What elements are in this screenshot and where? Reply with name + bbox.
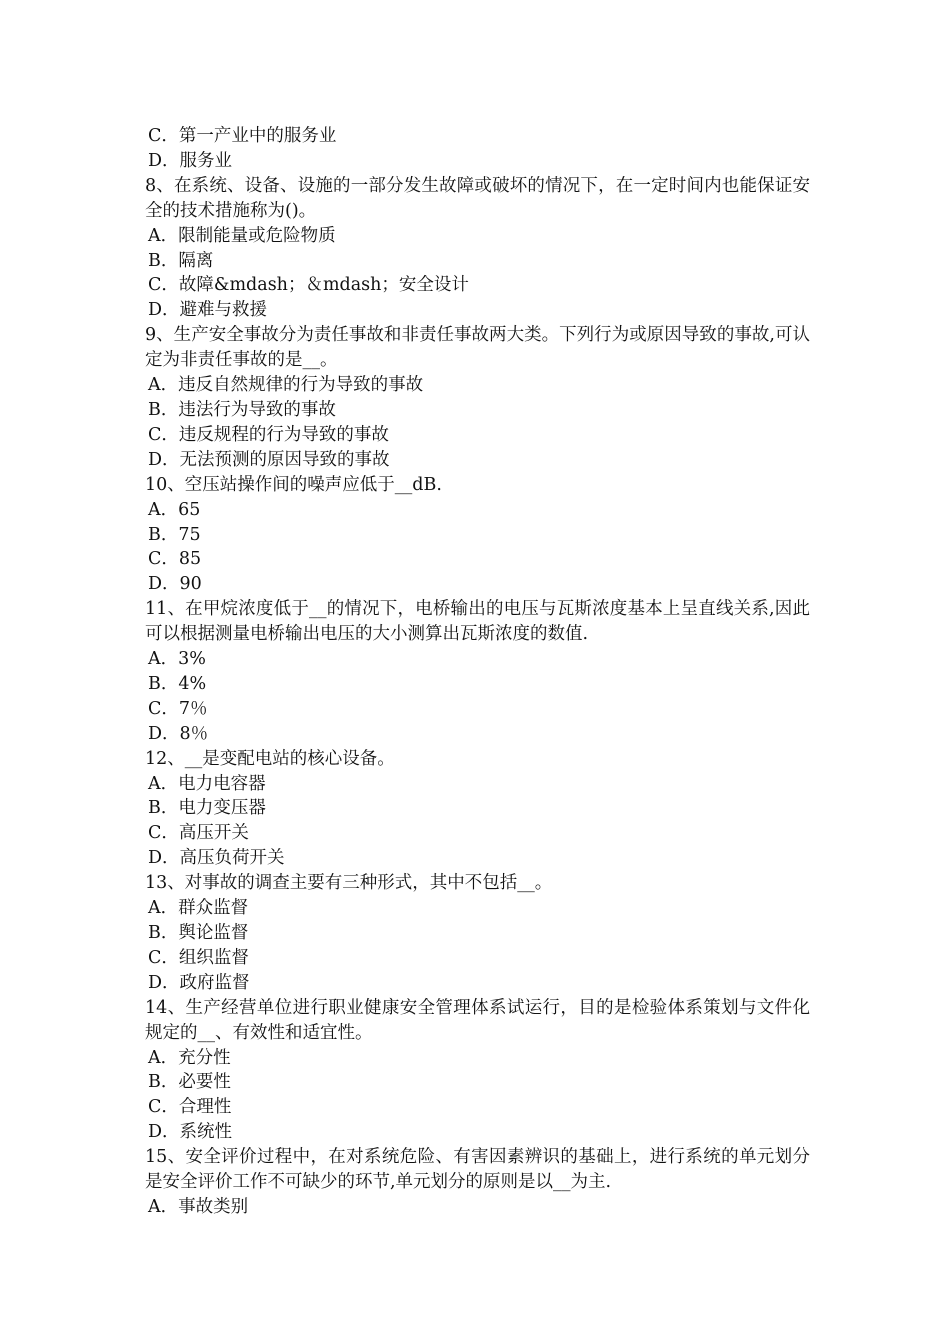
question-text: 12、__是变配电站的核心设备。 bbox=[145, 748, 395, 769]
answer-option: A．群众监督 bbox=[148, 898, 249, 919]
question-text: 10、空压站操作间的噪声应低于__dB. bbox=[145, 474, 442, 495]
answer-option: B．舆论监督 bbox=[148, 923, 249, 943]
answer-option: B．隔离 bbox=[148, 250, 214, 271]
answer-option: A．充分性 bbox=[148, 1047, 231, 1068]
answer-option: C．合理性 bbox=[148, 1097, 232, 1118]
question-text: 14、生产经营单位进行职业健康安全管理体系试运行，目的是检验体系策划与文件化规定的__、有效性和适宜性。 bbox=[145, 997, 810, 1043]
answer-option: D．系统性 bbox=[148, 1122, 233, 1143]
answer-option: B．75 bbox=[148, 524, 201, 545]
answer-option: D．避难与救援 bbox=[148, 300, 268, 321]
question-text: 15、安全评价过程中，在对系统危险、有害因素辨识的基础上，进行系统的单元划分是安全评价工作不可缺少的环节,单元划分的原则是以__为主. bbox=[145, 1147, 810, 1193]
answer-option: A．违反自然规律的行为导致的事故 bbox=[148, 375, 424, 396]
answer-option: C．7％ bbox=[148, 698, 208, 719]
answer-option: A．3% bbox=[148, 649, 206, 670]
answer-option: D．8％ bbox=[148, 723, 209, 744]
answer-option: C．第一产业中的服务业 bbox=[148, 126, 337, 146]
answer-option: A．65 bbox=[148, 499, 201, 520]
question-text: 11、在甲烷浓度低于__的情况下，电桥输出的电压与瓦斯浓度基本上呈直线关系,因此可以根据测量电桥输出电压的大小测算出瓦斯浓度的数值. bbox=[145, 599, 810, 645]
answer-option: A．事故类别 bbox=[148, 1196, 249, 1217]
question-text: 9、生产安全事故分为责任事故和非责任事故两大类。下列行为或原因导致的事故,可认定为非责任事故的是__。 bbox=[145, 325, 810, 371]
answer-option: C．组织监督 bbox=[148, 947, 249, 968]
answer-option: B．电力变压器 bbox=[148, 798, 266, 819]
answer-option: D．90 bbox=[148, 574, 202, 595]
answer-option: D．无法预测的原因导致的事故 bbox=[148, 449, 390, 470]
answer-option: B．4% bbox=[148, 673, 207, 694]
answer-option: A．电力电容器 bbox=[148, 773, 266, 794]
answer-option: B．违法行为导致的事故 bbox=[148, 399, 336, 420]
question-text: 8、在系统、设备、设施的一部分发生故障或破坏的情况下，在一定时间内也能保证安全的技术措施称为()。 bbox=[145, 175, 810, 221]
answer-option: C．85 bbox=[148, 549, 202, 570]
answer-option: D．服务业 bbox=[148, 150, 233, 171]
question-text: 13、对事故的调查主要有三种形式，其中不包括__。 bbox=[145, 873, 553, 894]
answer-option: D．政府监督 bbox=[148, 972, 250, 993]
document-body bbox=[145, 124, 810, 1220]
answer-option: A．限制能量或危险物质 bbox=[148, 225, 336, 246]
answer-option: D．高压负荷开关 bbox=[148, 848, 285, 869]
answer-option: C．违反规程的行为导致的事故 bbox=[148, 424, 389, 445]
answer-option: C．高压开关 bbox=[148, 823, 249, 844]
answer-option: C．故障&mdash；＆mdash；安全设计 bbox=[148, 275, 469, 296]
answer-option: B．必要性 bbox=[148, 1072, 231, 1093]
